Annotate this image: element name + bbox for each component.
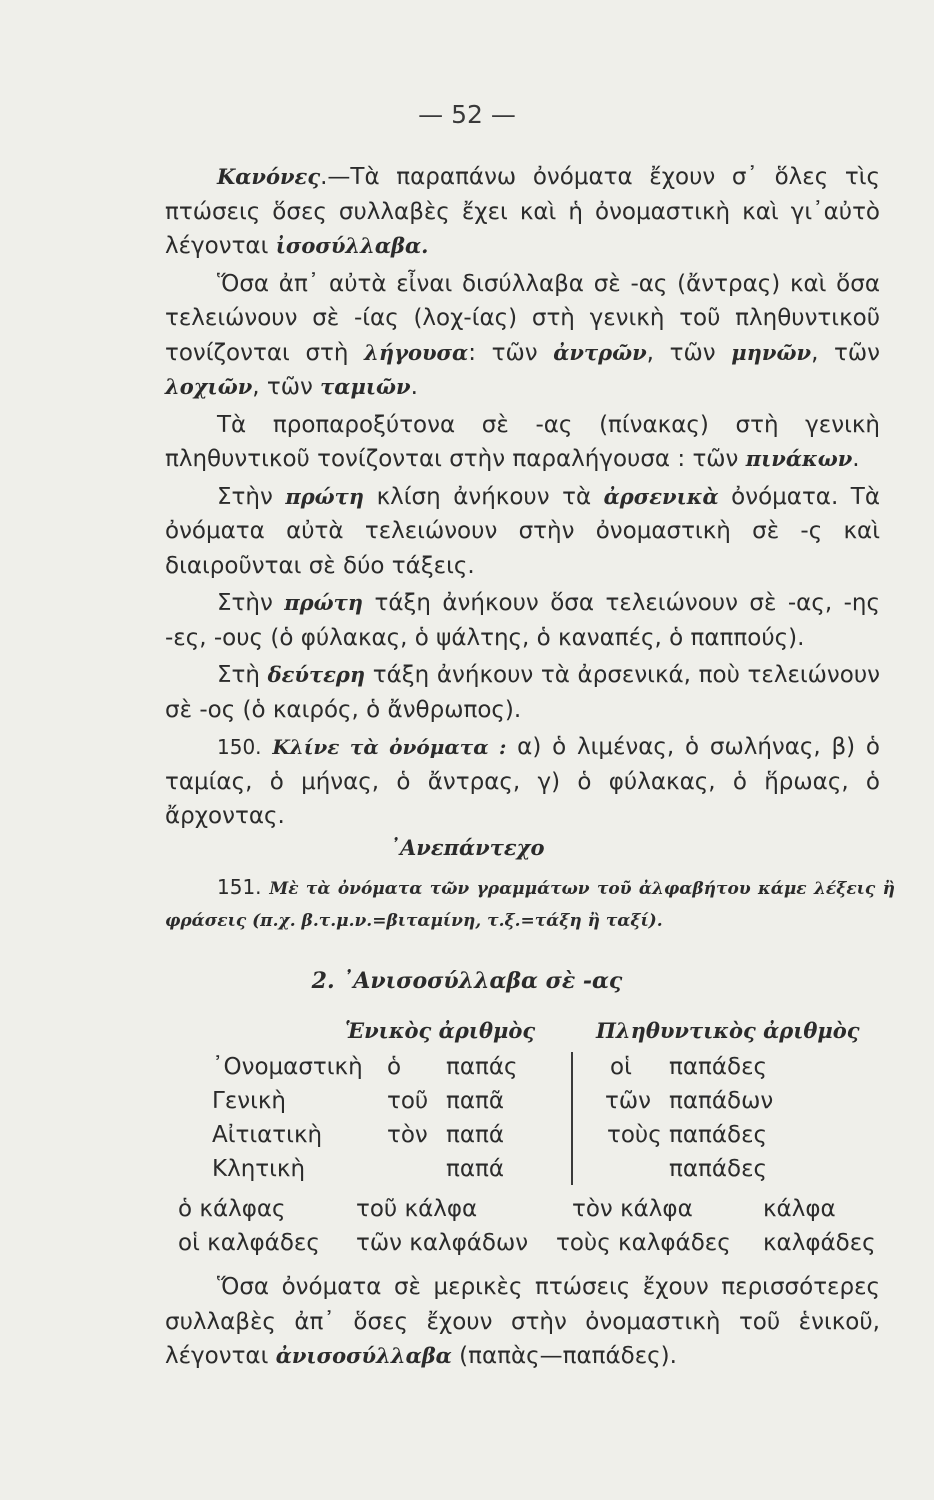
kalfas-nom-sg: ὁ κάλφας <box>178 1196 286 1222</box>
case-genitive: Γενικὴ <box>212 1088 287 1114</box>
case-vocative: Κλητικὴ <box>212 1156 306 1182</box>
body-text-top <box>165 160 880 837</box>
paragraph-first-class: Στὴν πρώτη τάξη ἀνήκουν ὅσα τελειώνουν σὲ -ας, -ης -ες, -ους (ὁ φύλακας, ὁ ψάλτης, ὁ καναπές, ὁ παππούς). <box>165 590 880 651</box>
term-anisosyllaba: ἀνισοσύλλαβα <box>275 1343 452 1368</box>
paragraph-disyllabic: Ὅσα ἀπ᾿ αὐτὰ εἶναι δισύλλαβα σὲ -ας (ἄντρας) καὶ ὅσα τελειώνουν σὲ -ίας (λοχ-ίας) στὴ γενικὴ τοῦ πληθυντικοῦ τονίζονται στὴ λήγουσα: τῶν ἀντρῶν, τῶν μηνῶν, τῶν λοχιῶν, τῶν ταμιῶν. <box>165 270 881 400</box>
paragraph-first-declension: Στὴν πρώτη κλίση ἀνήκουν τὰ ἀρσενικὰ ὀνόματα. Τὰ ὀνόματα αὐτὰ τελειώνουν στὴν ὀνομαστικὴ σὲ -ς καὶ διαιροῦνται σὲ δύο τάξεις. <box>165 483 880 579</box>
paragraph-second-class: Στὴ δεύτερη τάξη ἀνήκουν τὰ ἀρσενικά, ποὺ τελειώνουν σὲ -ος (ὁ καιρός, ὁ ἄνθρωπος). <box>165 662 880 723</box>
rules-paragraph: Κανόνες.—Τὰ παραπάνω ὀνόματα ἔχουν σ᾿ ὅλες τὶς πτώσεις ὅσες συλλαβὲς ἔχει καὶ ἡ ὀνομαστικὴ καὶ γι᾿αὐτὸ λέγονται ἰσοσύλλαβα. <box>165 164 880 259</box>
table-divider <box>571 1052 573 1185</box>
plural-header: Πληθυντικὸς ἀριθμὸς <box>596 1018 860 1043</box>
case-accusative: Αἰτιατικὴ <box>212 1122 323 1148</box>
page-number: — 52 — <box>418 100 516 129</box>
singular-header: Ἑνικὸς ἀριθμὸς <box>345 1018 536 1043</box>
body-text-bottom <box>165 1270 880 1377</box>
exercise-150: 150. Κλίνε τὰ ὀνόματα : α) ὁ λιμένας, ὁ σωλήνας, β) ὁ ταμίας, ὁ μήνας, ὁ ἄντρας, γ) ὁ φύλακας, ὁ ἥρωας, ὁ ἄρχοντας. <box>165 734 880 829</box>
kalfas-nom-pl: οἱ καλφάδες <box>178 1230 320 1256</box>
section-2-heading: 2. ᾿Ανισοσύλλαβα σὲ -ας <box>311 968 623 994</box>
page: — 52 — Κανόνες.—Τὰ παραπάνω ὀνόματα ἔχουν σ᾿ ὅλες τὶς πτώσεις ὅσες συλλαβὲς ἔχει καὶ ἡ ὀνομαστικὴ καὶ γι᾿αὐτὸ λέγονται ἰσοσύλλαβα. Ὅσα ἀπ᾿ αὐτὰ εἶναι δισύλλαβα σὲ -ας (ἄντρας) καὶ ὅσα τελειώνουν σὲ -ίας (λοχ-ίας) στὴ γενικὴ τοῦ πληθυντικοῦ τονίζονται στὴ λήγουσα: τῶν ἀντρῶν, τῶν μηνῶν, τῶν λοχιῶν, τῶν ταμιῶν. Τὰ προπαροξύτονα σὲ -ας (πίνακας) στὴ γενικὴ πληθυντικοῦ τονίζονται στὴν παραλήγουσα : τῶν πινάκων. Στὴν πρώτη κλίση ἀνήκουν τὰ ἀρσενικὰ ὀνόματα. Τὰ ὀνόματα αὐτὰ τελειώνουν στὴν ὀνομαστικὴ σὲ -ς καὶ διαιροῦνται σὲ δύο τάξεις. Στὴν πρώτη τάξη ἀνήκουν ὅσα τελειώνουν σὲ -ας, -ης -ες, -ους (ὁ φύλακας, ὁ ψάλτης, ὁ καναπές, ὁ παππούς). Στὴ δεύτερη τάξη ἀνήκουν τὰ ἀρσενικά, ποὺ τελειώνουν σὲ -ος (ὁ καιρός, ὁ ἄνθρωπος). 150. Κλίνε τὰ ὀνόματα : α) ὁ λιμένας, ὁ σωλήνας, β) ὁ ταμίας, ὁ μήνας, ὁ ἄντρας, γ) ὁ φύλακας, ὁ ἥρωας, ὁ ἄρχοντας. ᾿Ανεπάντεχο 151. Μὲ τὰ ὀνόματα τῶν γραμμάτων τοῦ ἀλφαβήτου κάμε λέξεις ἢ φράσεις (π.χ. β.τ.μ.ν.=βιταμίνη, τ.ξ.=τάξη ἢ ταξί). 2. ᾿Ανισοσύλλαβα σὲ -ας Ἑνικὸς ἀριθμὸς Πληθυντικὸς ἀριθμὸς ᾿Ονομαστικὴ ὁ παπάς οἱ παπάδες Γενικὴ τοῦ παπᾶ τῶν παπάδων Αἰτιατικὴ τὸν παπά τοὺς παπάδες Κλητικὴ παπά παπάδες ὁ κάλφας τοῦ κάλφα τὸν κάλφα κάλφα οἱ καλφάδες τῶν καλφάδων τοὺς καλφάδες καλφάδες Ὅσα ὀνόματα σὲ μερικὲς πτώσεις ἔχουν περισσότερες συλλαβὲς ἀπ᾿ ὅσες ἔχουν στὴν ὀνομαστικὴ τοῦ ἑνικοῦ, λέγονται ἀνισοσύλλαβα (παπὰς—παπάδες). <box>0 0 934 1500</box>
case-nominative: ᾿Ονομαστικὴ <box>212 1054 363 1080</box>
term-isosyllaba: ἰσοσύλλαβα. <box>275 233 429 258</box>
rules-lead: Κανόνες <box>217 164 321 189</box>
final-paragraph: Ὅσα ὀνόματα σὲ μερικὲς πτώσεις ἔχουν περισσότερες συλλαβὲς ἀπ᾿ ὅσες ἔχουν στὴν ὀνομαστικὴ τοῦ ἑνικοῦ, λέγονται ἀνισοσύλλαβα (παπὰς—παπάδες). <box>165 1274 880 1369</box>
paragraph-proparoxytone: Τὰ προπαροξύτονα σὲ -ας (πίνακας) στὴ γενικὴ πληθυντικοῦ τονίζονται στὴν παραλήγουσα : τῶν πινάκων. <box>165 411 880 472</box>
section-heading-anepantecho: ᾿Ανεπάντεχο <box>389 835 545 860</box>
exercise-151: 151. Μὲ τὰ ὀνόματα τῶν γραμμάτων τοῦ ἀλφαβήτου κάμε λέξεις ἢ φράσεις (π.χ. β.τ.μ.ν.=βιταμίνη, τ.ξ.=τάξη ἢ ταξί). <box>165 875 895 931</box>
